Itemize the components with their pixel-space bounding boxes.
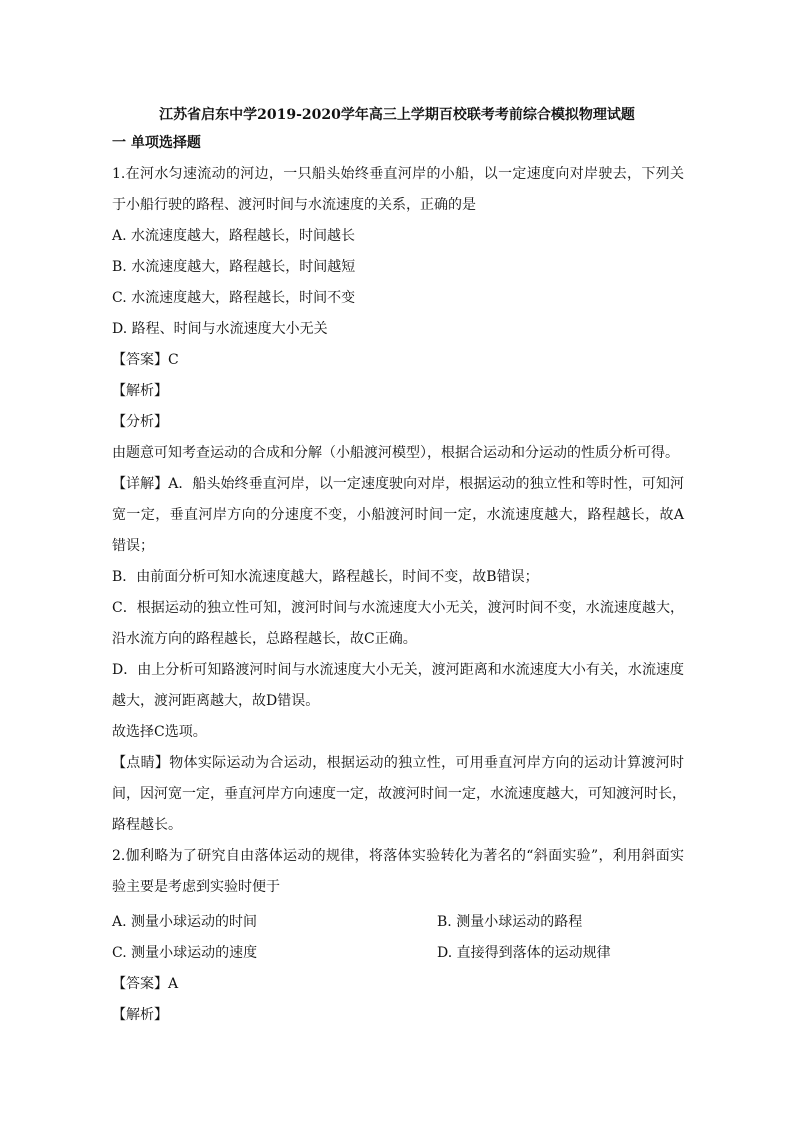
q1-answer: 【答案】C <box>112 352 179 368</box>
q2-option-b: B. 测量小球运动的路程 <box>437 914 583 930</box>
q1-option-a: A. 水流速度越大，路程越长，时间越长 <box>112 228 356 244</box>
q1-detail-c-line-2: 沿水流方向的路程越长，总路程越长，故C正确。 <box>112 631 417 647</box>
q2-analysis-heading: 【解析】 <box>112 1007 168 1023</box>
q1-option-c: C. 水流速度越大，路程越长，时间不变 <box>112 290 356 306</box>
q1-detail-d-line-1: D．由上分析可知路渡河时间与水流速度大小无关，渡河距离和水流速度大小有关，水流速度 <box>112 662 684 678</box>
q1-dianjing-line-2: 间，因河宽一定，垂直河岸方向速度一定，故渡河时间一定，水流速度越大，可知渡河时长， <box>112 786 686 802</box>
q1-detail-d-line-2: 越大，渡河距离越大，故D错误。 <box>112 693 320 709</box>
q2-option-d: D. 直接得到落体的运动规律 <box>437 945 611 961</box>
q2-answer: 【答案】A <box>112 976 179 992</box>
q1-dianjing-line-3: 路程越长。 <box>112 817 182 833</box>
page-title: 江苏省启东中学2019-2020学年高三上学期百校联考考前综合模拟物理试题 <box>159 107 635 123</box>
q1-fenxi-text: 由题意可知考查运动的合成和分解（小船渡河模型），根据合运动和分运动的性质分析可得。 <box>112 445 679 461</box>
q2-option-c: C. 测量小球运动的速度 <box>112 945 258 961</box>
q1-stem-line-1: 1.在河水匀速流动的河边，一只船头始终垂直河岸的小船，以一定速度向对岸驶去，下列关 <box>112 166 684 182</box>
q1-analysis-heading: 【解析】 <box>112 383 168 399</box>
q1-choose: 故选择C选项。 <box>112 724 207 740</box>
q1-fenxi-heading: 【分析】 <box>112 414 168 430</box>
q1-detail-c-line-1: C．根据运动的独立性可知，渡河时间与水流速度大小无关，渡河时间不变，水流速度越大， <box>112 600 684 616</box>
q1-detail-line-3: 错误； <box>112 538 154 554</box>
q1-detail-b: B．由前面分析可知水流速度越大，路程越长，时间不变，故B错误； <box>112 569 539 585</box>
q1-detail-line-2: 宽一定，垂直河岸方向的分速度不变，小船渡河时间一定，水流速度越大，路程越长，故A <box>112 507 684 523</box>
q2-stem-line-1: 2.伽利略为了研究自由落体运动的规律，将落体实验转化为著名的“斜面实验”，利用斜面实 <box>112 848 684 864</box>
q1-dianjing-line-1: 【点睛】物体实际运动为合运动，根据运动的独立性，可用垂直河岸方向的运动计算渡河时 <box>112 755 684 771</box>
q2-option-a: A. 测量小球运动的时间 <box>112 914 258 930</box>
q1-detail-line-1: 【详解】A．船头始终垂直河岸，以一定速度驶向对岸，根据运动的独立性和等时性，可知河 <box>112 476 684 492</box>
q1-option-b: B. 水流速度越大，路程越长，时间越短 <box>112 259 356 275</box>
q1-option-d: D. 路程、时间与水流速度大小无关 <box>112 321 328 337</box>
section-heading: 一 单项选择题 <box>112 135 201 151</box>
q2-stem-line-2: 验主要是考虑到实验时便于 <box>112 879 280 895</box>
q1-stem-line-2: 于小船行驶的路程、渡河时间与水流速度的关系，正确的是 <box>112 197 476 213</box>
